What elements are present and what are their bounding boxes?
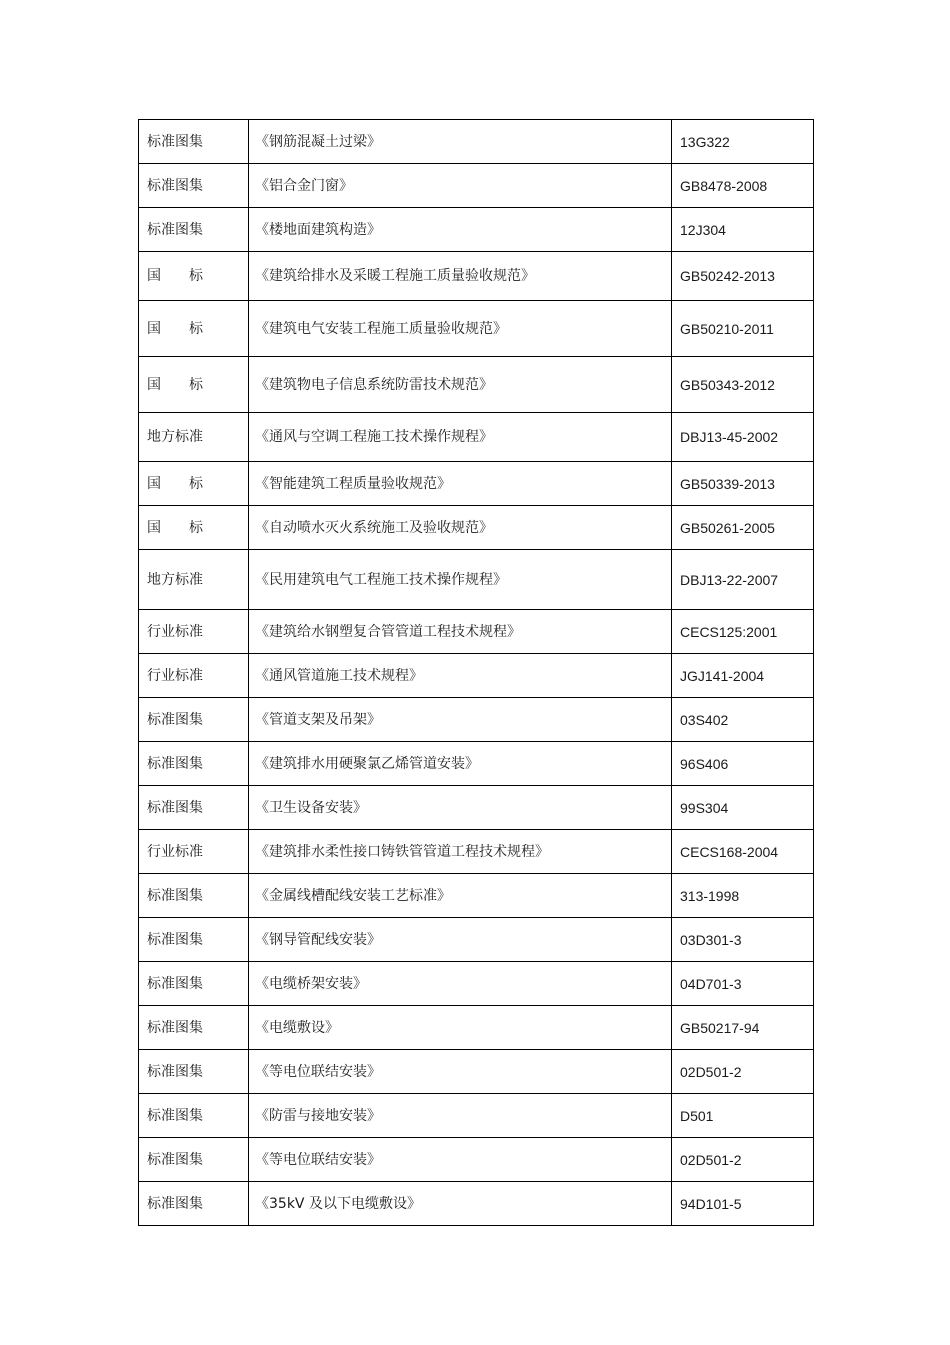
standard-type-cell: 国 标 [139,301,249,357]
standards-table-body [139,120,814,1226]
standard-code-cell: 94D101-5 [672,1182,814,1226]
table-row [139,610,814,654]
table-row [139,1094,814,1138]
table-row [139,1138,814,1182]
standard-type-cell: 标准图集 [139,1094,249,1138]
standard-type-cell: 标准图集 [139,1050,249,1094]
table-row [139,962,814,1006]
standard-type-cell: 标准图集 [139,1138,249,1182]
table-row [139,830,814,874]
table-row [139,357,814,413]
standard-type-cell: 标准图集 [139,120,249,164]
standard-code-cell: JGJ141-2004 [672,654,814,698]
standard-name-cell: 《自动喷水灭火系统施工及验收规范》 [249,506,672,550]
standard-type-cell: 行业标准 [139,610,249,654]
standard-name-cell: 《钢筋混凝土过梁》 [249,120,672,164]
standard-name-cell: 《建筑排水柔性接口铸铁管管道工程技术规程》 [249,830,672,874]
standard-code-cell: 313-1998 [672,874,814,918]
standard-name-cell: 《等电位联结安装》 [249,1138,672,1182]
standard-name-cell: 《智能建筑工程质量验收规范》 [249,462,672,506]
standard-code-cell: 13G322 [672,120,814,164]
standard-type-cell: 标准图集 [139,786,249,830]
table-row [139,786,814,830]
standard-code-cell: GB50210-2011 [672,301,814,357]
standard-name-cell: 《民用建筑电气工程施工技术操作规程》 [249,550,672,610]
standard-type-cell: 国 标 [139,252,249,301]
standard-type-cell: 地方标准 [139,550,249,610]
standard-code-cell: CECS168-2004 [672,830,814,874]
standard-name-cell: 《铝合金门窗》 [249,164,672,208]
standard-type-cell: 国 标 [139,462,249,506]
table-row [139,506,814,550]
standard-name-cell: 《通风管道施工技术规程》 [249,654,672,698]
standard-code-cell: D501 [672,1094,814,1138]
standard-name-cell: 《通风与空调工程施工技术操作规程》 [249,413,672,462]
table-row [139,1182,814,1226]
standard-name-cell: 《楼地面建筑构造》 [249,208,672,252]
standard-code-cell: 03S402 [672,698,814,742]
standard-code-cell: 12J304 [672,208,814,252]
standard-code-cell: DBJ13-45-2002 [672,413,814,462]
standard-type-cell: 标准图集 [139,1006,249,1050]
standard-code-cell: DBJ13-22-2007 [672,550,814,610]
standard-type-cell: 行业标准 [139,654,249,698]
standard-type-cell: 标准图集 [139,164,249,208]
standard-type-cell: 地方标准 [139,413,249,462]
standard-name-cell: 《等电位联结安装》 [249,1050,672,1094]
standard-type-cell: 标准图集 [139,742,249,786]
table-row [139,413,814,462]
table-row [139,550,814,610]
standard-name-cell: 《卫生设备安装》 [249,786,672,830]
standard-code-cell: GB50261-2005 [672,506,814,550]
standard-name-cell: 《电缆桥架安装》 [249,962,672,1006]
standard-name-cell: 《建筑给水钢塑复合管管道工程技术规程》 [249,610,672,654]
standard-code-cell: 96S406 [672,742,814,786]
table-row [139,654,814,698]
standard-name-cell: 《防雷与接地安装》 [249,1094,672,1138]
standard-code-cell: 02D501-2 [672,1050,814,1094]
standard-code-cell: 04D701-3 [672,962,814,1006]
standard-name-cell: 《金属线槽配线安装工艺标准》 [249,874,672,918]
standard-name-cell: 《35kV 及以下电缆敷设》 [249,1182,672,1226]
table-row [139,698,814,742]
table-row [139,874,814,918]
standard-type-cell: 标准图集 [139,208,249,252]
table-row [139,1006,814,1050]
standard-type-cell: 标准图集 [139,1182,249,1226]
table-row [139,742,814,786]
standard-code-cell: GB50242-2013 [672,252,814,301]
standard-name-cell: 《管道支架及吊架》 [249,698,672,742]
standard-type-cell: 标准图集 [139,874,249,918]
table-row [139,164,814,208]
standard-type-cell: 国 标 [139,506,249,550]
standard-name-cell: 《建筑物电子信息系统防雷技术规范》 [249,357,672,413]
standard-code-cell: 03D301-3 [672,918,814,962]
standard-name-cell: 《建筑排水用硬聚氯乙烯管道安装》 [249,742,672,786]
standard-name-cell: 《电缆敷设》 [249,1006,672,1050]
standard-type-cell: 国 标 [139,357,249,413]
table-row [139,120,814,164]
standard-type-cell: 标准图集 [139,918,249,962]
table-row [139,208,814,252]
standard-code-cell: GB50343-2012 [672,357,814,413]
standard-code-cell: CECS125:2001 [672,610,814,654]
standard-name-cell: 《钢导管配线安装》 [249,918,672,962]
standard-name-cell: 《建筑给排水及采暖工程施工质量验收规范》 [249,252,672,301]
standard-code-cell: GB50217-94 [672,1006,814,1050]
standard-code-cell: 99S304 [672,786,814,830]
standard-type-cell: 标准图集 [139,698,249,742]
standard-type-cell: 标准图集 [139,962,249,1006]
table-row [139,252,814,301]
standard-name-cell: 《建筑电气安装工程施工质量验收规范》 [249,301,672,357]
table-row [139,1050,814,1094]
standards-table [138,119,814,1226]
standard-code-cell: GB50339-2013 [672,462,814,506]
table-row [139,301,814,357]
table-row [139,462,814,506]
standard-code-cell: 02D501-2 [672,1138,814,1182]
standard-code-cell: GB8478-2008 [672,164,814,208]
standard-type-cell: 行业标准 [139,830,249,874]
table-row [139,918,814,962]
